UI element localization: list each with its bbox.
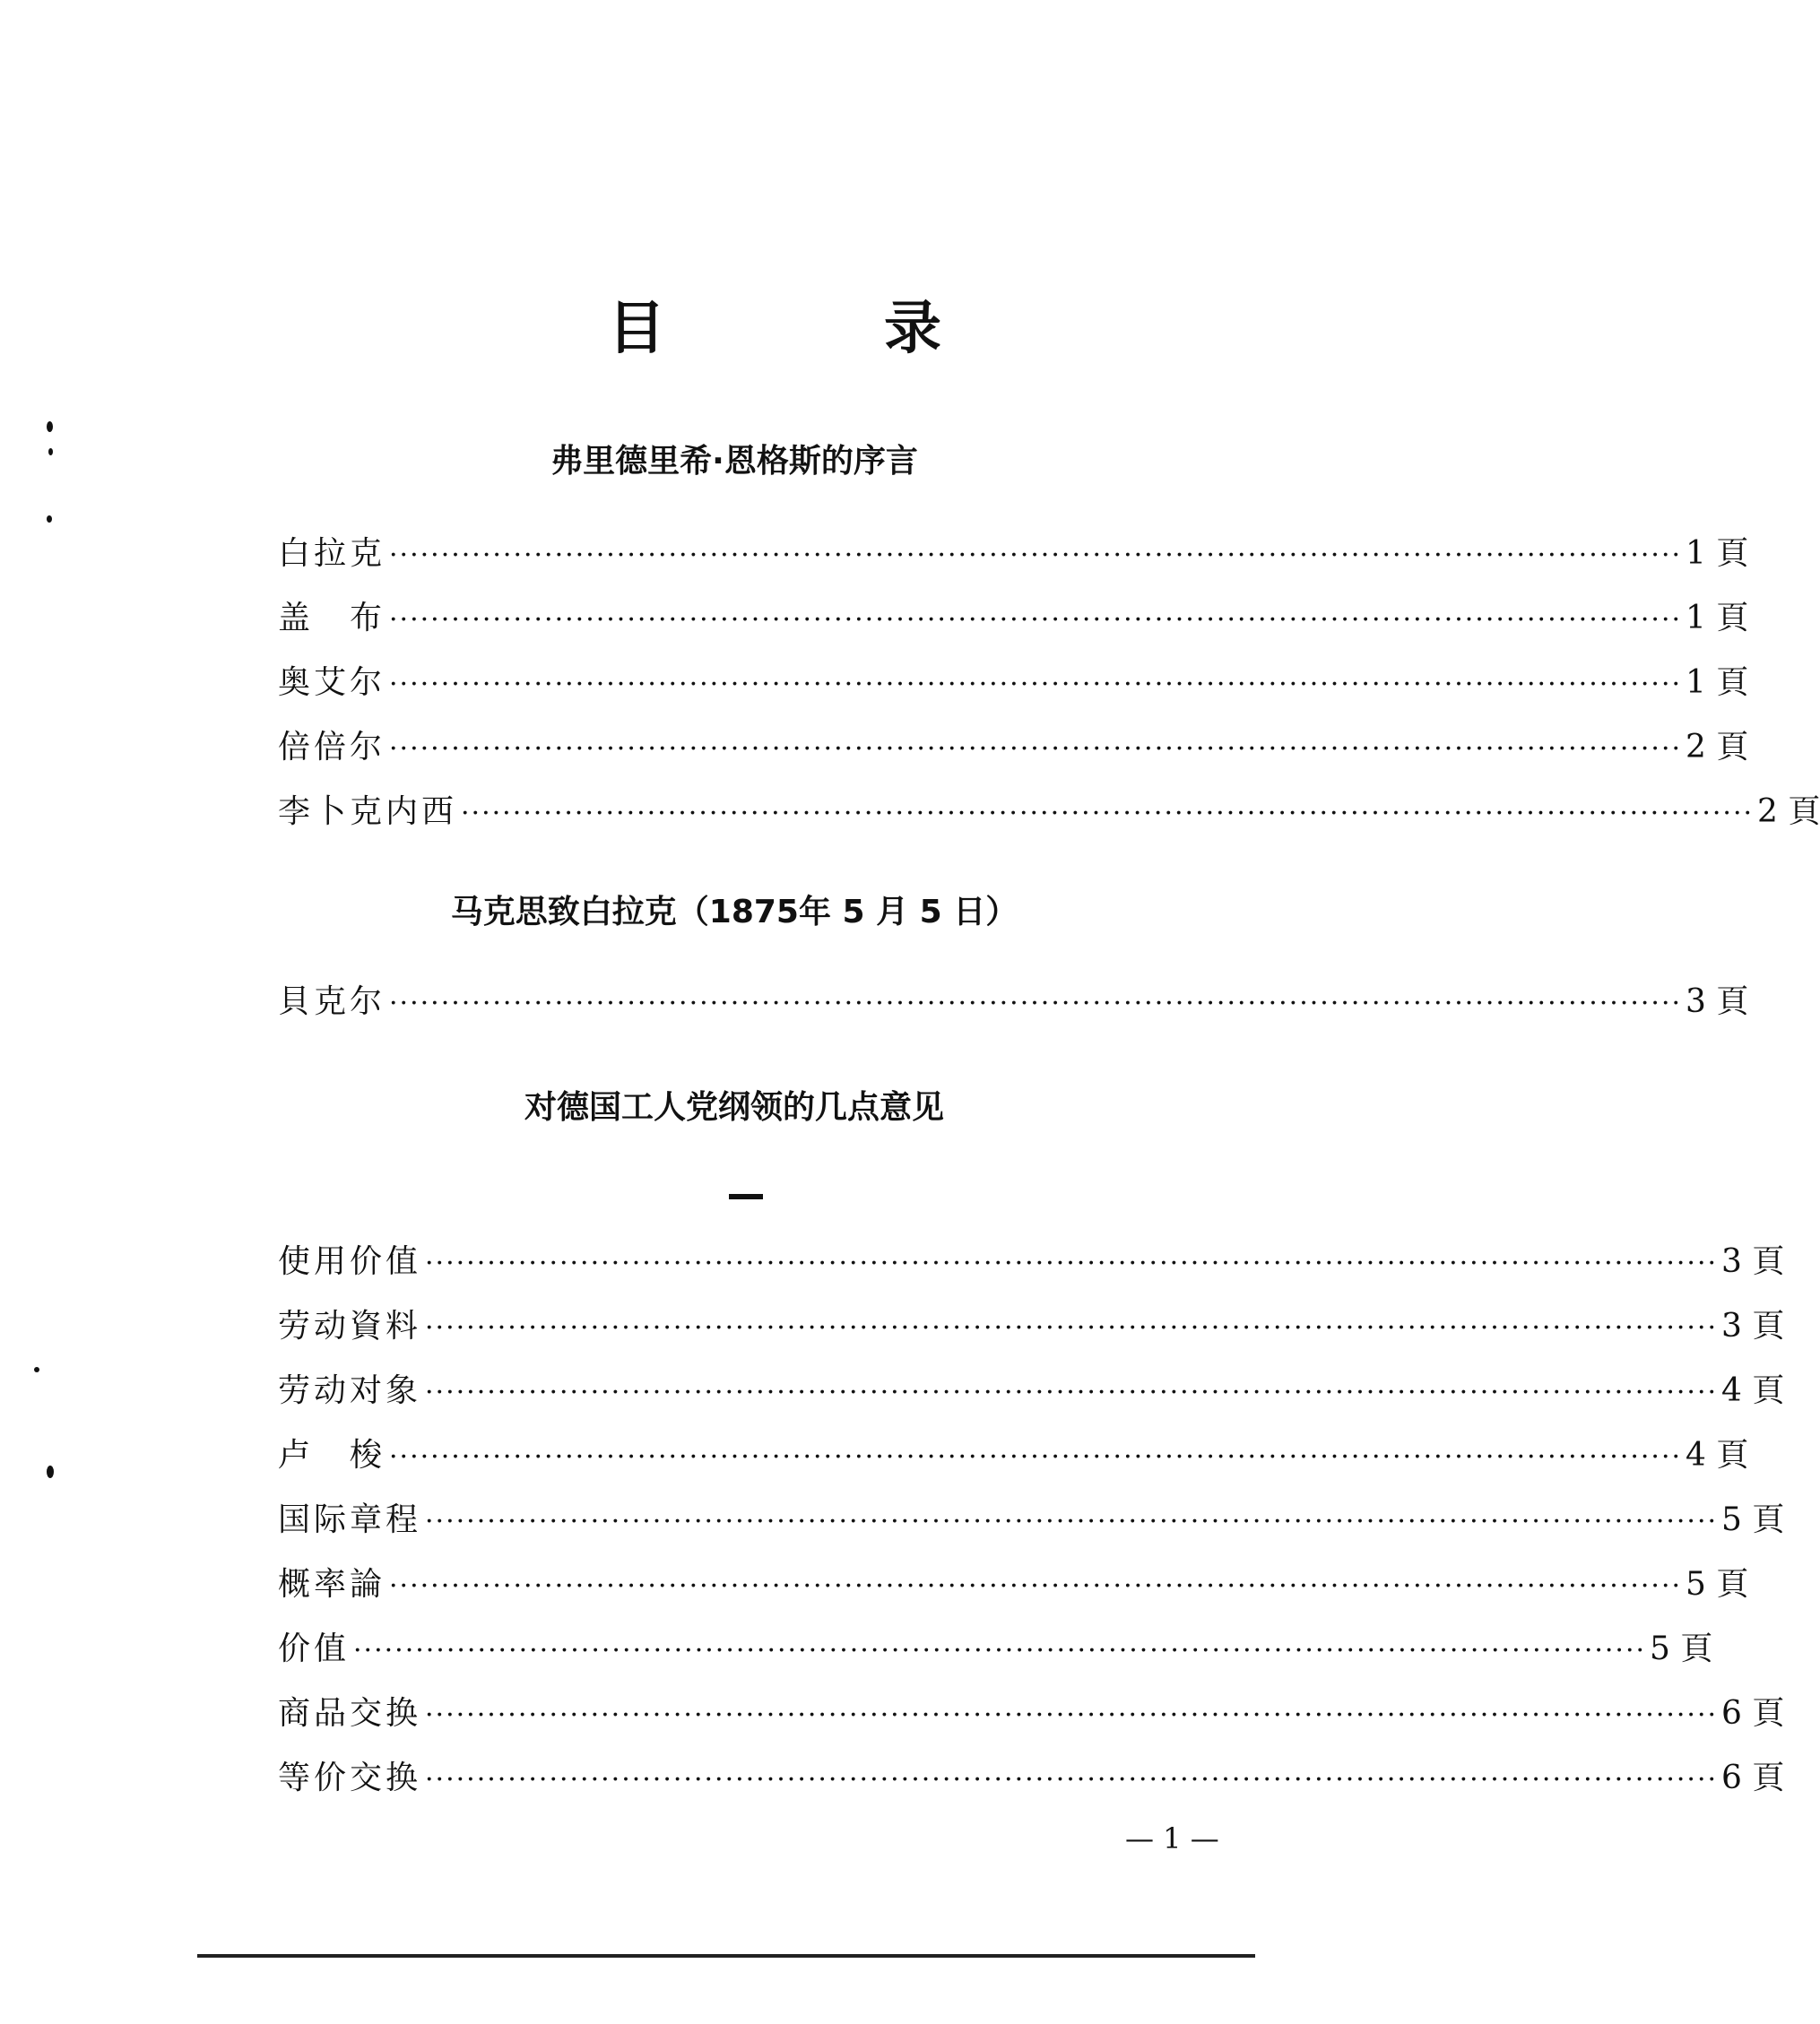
leader-dots: ····························································································································· xyxy=(389,1441,1683,1473)
toc-entry[interactable] xyxy=(278,980,1749,1025)
toc-entry-page: 3 頁 xyxy=(1721,1243,1785,1280)
leader-dots: ····························································································································· xyxy=(389,540,1683,571)
toc-entry-label: 商品交换 xyxy=(278,1695,422,1732)
toc-entry[interactable] xyxy=(278,1240,1785,1284)
toc-entry[interactable] xyxy=(278,1498,1785,1543)
toc-entry[interactable] xyxy=(278,790,1820,835)
leader-dots: ····························································································································· xyxy=(353,1635,1647,1666)
leader-dots: ····························································································································· xyxy=(389,604,1683,636)
section-heading-engels-preface: 弗里德里希·恩格斯的序言 xyxy=(550,443,918,480)
toc-entry-label: 貝克尔 xyxy=(278,983,386,1020)
leader-dots: ····························································································································· xyxy=(425,1377,1719,1408)
scan-speck xyxy=(34,1367,39,1372)
toc-entry-page: 4 頁 xyxy=(1686,1437,1749,1474)
section-numeral-one xyxy=(729,1194,763,1199)
toc-entry-page: 6 頁 xyxy=(1721,1695,1785,1732)
scan-speck xyxy=(47,421,53,432)
toc-entry[interactable] xyxy=(278,1756,1785,1801)
page-number: — 1 — xyxy=(1125,1821,1219,1855)
toc-entry-label: 盖 布 xyxy=(278,600,386,636)
toc-entry-page: 5 頁 xyxy=(1721,1501,1785,1538)
toc-entry-label: 国际章程 xyxy=(278,1501,422,1538)
toc-entry-label: 使用价值 xyxy=(278,1243,422,1280)
toc-entry[interactable] xyxy=(278,1433,1749,1478)
toc-entry[interactable] xyxy=(278,596,1749,641)
toc-entry-label: 价值 xyxy=(278,1630,351,1667)
leader-dots: ····························································································································· xyxy=(425,1700,1719,1731)
toc-entry-page: 6 頁 xyxy=(1721,1760,1785,1796)
toc-entry-page: 5 頁 xyxy=(1686,1566,1749,1603)
leader-dots: ····························································································································· xyxy=(425,1764,1719,1795)
toc-entry-label: 李卜克内西 xyxy=(278,793,458,830)
leader-dots: ····························································································································· xyxy=(389,669,1683,700)
scan-speck xyxy=(48,448,53,455)
toc-entry-label: 卢 梭 xyxy=(278,1437,386,1474)
toc-entry[interactable] xyxy=(278,725,1749,770)
toc-entry-label: 奥艾尔 xyxy=(278,664,386,701)
toc-entry-page: 2 頁 xyxy=(1757,793,1820,830)
page-title: 目 录 xyxy=(608,296,1022,362)
toc-entry[interactable] xyxy=(278,1562,1749,1607)
toc-entry-page: 3 頁 xyxy=(1721,1308,1785,1345)
toc-entry-page: 5 頁 xyxy=(1650,1630,1713,1667)
toc-entry-label: 白拉克 xyxy=(278,535,386,572)
leader-dots: ····························································································································· xyxy=(425,1312,1719,1344)
leader-dots: ····························································································································· xyxy=(425,1506,1719,1537)
toc-entry-page: 2 頁 xyxy=(1686,729,1749,765)
scan-speck xyxy=(47,1466,54,1478)
leader-dots: ····························································································································· xyxy=(425,1248,1719,1279)
toc-entry-page: 4 頁 xyxy=(1721,1372,1785,1409)
section-heading-marx-letter: 马克思致白拉克（1875年 5 月 5 日） xyxy=(450,894,1018,930)
toc-entry[interactable] xyxy=(278,661,1749,705)
leader-dots: ····························································································································· xyxy=(461,798,1755,829)
toc-entry-label: 倍倍尔 xyxy=(278,729,386,765)
leader-dots: ····························································································································· xyxy=(389,733,1683,765)
scan-speck xyxy=(47,515,52,523)
toc-entry-label: 劳动对象 xyxy=(278,1372,422,1409)
toc-entry-label: 概率論 xyxy=(278,1566,386,1603)
toc-entry-page: 1 頁 xyxy=(1686,535,1749,572)
toc-entry[interactable] xyxy=(278,1627,1713,1672)
toc-entry-page: 3 頁 xyxy=(1686,983,1749,1020)
leader-dots: ····························································································································· xyxy=(389,988,1683,1019)
toc-entry[interactable] xyxy=(278,532,1749,576)
toc-entry-page: 1 頁 xyxy=(1686,600,1749,636)
toc-entry-label: 劳动資料 xyxy=(278,1308,422,1345)
bottom-rule xyxy=(197,1954,1255,1958)
toc-entry-label: 等价交换 xyxy=(278,1760,422,1796)
toc-entry[interactable] xyxy=(278,1369,1785,1414)
toc-entry-page: 1 頁 xyxy=(1686,664,1749,701)
toc-entry[interactable] xyxy=(278,1691,1785,1736)
leader-dots: ····························································································································· xyxy=(389,1570,1683,1602)
section-heading-program-critique: 对德国工人党纲领的几点意见 xyxy=(524,1089,944,1126)
toc-entry[interactable] xyxy=(278,1304,1785,1349)
